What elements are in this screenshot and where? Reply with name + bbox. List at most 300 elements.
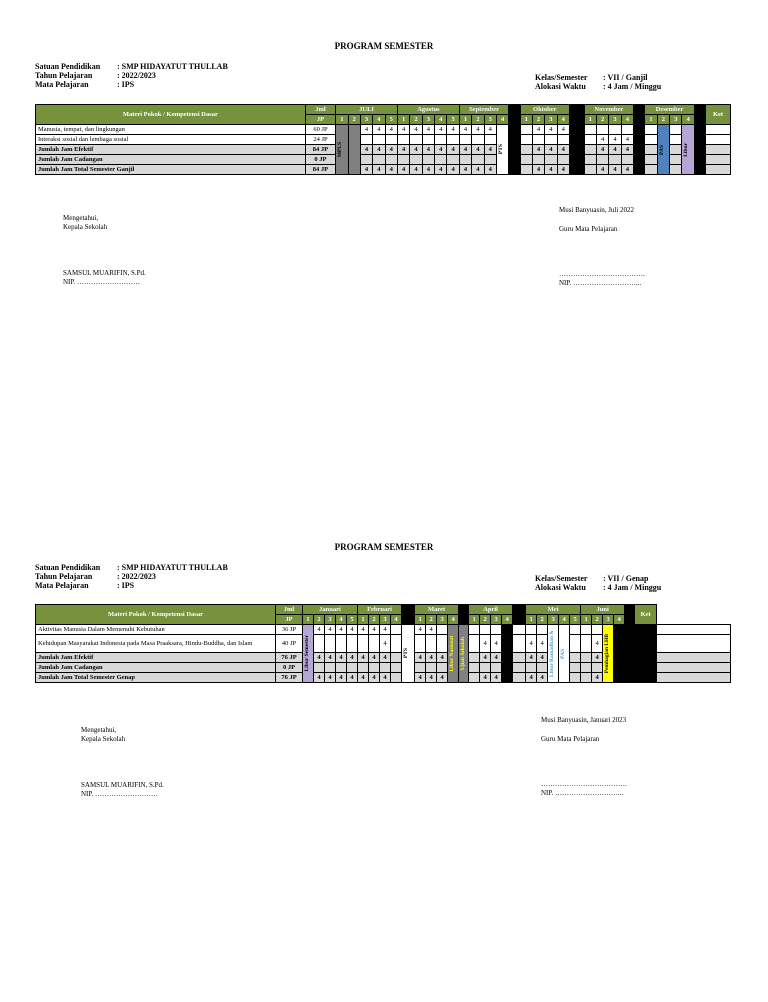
week-number: 4 bbox=[448, 615, 459, 625]
week-cell: 4 bbox=[596, 135, 608, 145]
class-info bbox=[535, 574, 661, 592]
week-cell bbox=[645, 135, 657, 145]
week-cell bbox=[635, 635, 657, 653]
week-cell bbox=[584, 155, 596, 165]
week-cell: 4 bbox=[369, 673, 380, 683]
info-label: Mata Pelajaran bbox=[35, 581, 89, 590]
ket-cell bbox=[706, 145, 731, 155]
week-number: 3 bbox=[360, 115, 372, 125]
week-cell bbox=[570, 653, 581, 663]
week-cell: 4 bbox=[373, 165, 385, 175]
week-number: 1 bbox=[526, 615, 537, 625]
blank-column bbox=[513, 615, 526, 625]
info-value: : VII / Genap bbox=[603, 574, 649, 583]
week-cell bbox=[385, 135, 397, 145]
info-value: : IPS bbox=[117, 80, 135, 89]
week-cell: 4 bbox=[347, 673, 358, 683]
week-cell bbox=[625, 673, 635, 683]
week-cell: 4 bbox=[410, 125, 422, 135]
week-cell bbox=[592, 663, 603, 673]
week-cell bbox=[472, 135, 484, 145]
week-cell bbox=[469, 653, 480, 663]
week-cell bbox=[437, 663, 448, 673]
week-cell bbox=[410, 135, 422, 145]
week-cell: 4 bbox=[484, 125, 496, 135]
info-label: Tahun Pelajaran bbox=[35, 71, 93, 80]
week-cell bbox=[694, 155, 705, 165]
row-jp: 76 JP bbox=[276, 653, 303, 663]
week-cell bbox=[513, 635, 526, 653]
week-cell bbox=[397, 155, 409, 165]
week-cell bbox=[625, 663, 635, 673]
week-cell: 4 bbox=[537, 635, 548, 653]
week-cell bbox=[526, 663, 537, 673]
week-cell: 4 bbox=[596, 145, 608, 155]
month-header: April bbox=[469, 605, 513, 615]
week-cell bbox=[422, 135, 434, 145]
week-cell bbox=[360, 155, 372, 165]
week-cell bbox=[520, 165, 532, 175]
week-cell bbox=[459, 155, 471, 165]
libur-nasional-column-label: Libur Nasional bbox=[449, 635, 456, 672]
week-cell: 4 bbox=[484, 145, 496, 155]
info-label: Kelas/Semester bbox=[535, 574, 588, 583]
ket-cell bbox=[706, 165, 731, 175]
week-cell: 4 bbox=[435, 125, 447, 135]
week-cell bbox=[537, 663, 548, 673]
week-cell: 4 bbox=[459, 165, 471, 175]
week-cell: 4 bbox=[380, 625, 391, 635]
principal-name: SAMSUL MUARIFIN, S.Pd. bbox=[81, 781, 164, 789]
week-cell bbox=[581, 625, 592, 635]
week-cell bbox=[347, 635, 358, 653]
week-number: 2 bbox=[532, 115, 544, 125]
pas-column bbox=[559, 625, 570, 683]
week-cell: 4 bbox=[347, 625, 358, 635]
week-cell: 4 bbox=[385, 165, 397, 175]
week-cell bbox=[480, 663, 491, 673]
sign-place-date: Musi Banyuasin, Januari 2023 bbox=[541, 716, 627, 724]
week-cell bbox=[325, 663, 336, 673]
week-cell: 4 bbox=[480, 653, 491, 663]
week-number: 1 bbox=[469, 615, 480, 625]
week-cell bbox=[373, 135, 385, 145]
week-cell bbox=[635, 625, 657, 635]
week-cell bbox=[670, 125, 682, 135]
week-cell bbox=[614, 625, 625, 635]
week-number: 2 bbox=[314, 615, 325, 625]
week-cell bbox=[373, 155, 385, 165]
month-header: Mei bbox=[526, 605, 581, 615]
week-cell bbox=[584, 165, 596, 175]
week-cell bbox=[314, 635, 325, 653]
week-cell bbox=[532, 135, 544, 145]
week-cell bbox=[369, 635, 380, 653]
week-cell: 4 bbox=[415, 673, 426, 683]
month-header: Agustus bbox=[397, 105, 459, 115]
week-cell: 4 bbox=[426, 625, 437, 635]
principal-nip: NIP. ……………………… bbox=[63, 278, 141, 286]
blank-column bbox=[402, 615, 415, 625]
week-cell: 4 bbox=[491, 635, 502, 653]
week-cell: 4 bbox=[557, 165, 569, 175]
week-cell: 4 bbox=[614, 673, 625, 683]
week-cell bbox=[634, 155, 645, 165]
blank-column bbox=[459, 605, 469, 615]
row-jp: 36 JP bbox=[276, 625, 303, 635]
week-cell bbox=[625, 625, 635, 635]
month-header: Maret bbox=[415, 605, 459, 615]
info-label: Satuan Pendidikan bbox=[35, 563, 101, 572]
semester-plan-table bbox=[35, 104, 731, 175]
libur-semester-column-label: Libur Semester bbox=[304, 635, 310, 672]
week-cell: 4 bbox=[570, 145, 585, 155]
teacher-nip: NIP. ………………………... bbox=[559, 279, 642, 287]
week-cell bbox=[391, 625, 402, 635]
week-cell bbox=[694, 135, 705, 145]
week-cell: 4 bbox=[410, 145, 422, 155]
sign-role: Guru Mata Pelajaran bbox=[559, 225, 618, 233]
info-value: : 4 Jam / Minggu bbox=[603, 583, 662, 592]
signature-left bbox=[81, 726, 164, 799]
column-header-materi: Materi Pokok / Kompetensi Dasar bbox=[36, 605, 276, 625]
info-label: Mata Pelajaran bbox=[35, 80, 89, 89]
week-cell: 4 bbox=[557, 145, 569, 155]
week-number: 4 bbox=[614, 615, 625, 625]
week-number: 1 bbox=[358, 615, 369, 625]
week-cell: 4 bbox=[614, 635, 625, 653]
info-label: Alokasi Waktu bbox=[535, 583, 586, 592]
week-cell bbox=[491, 663, 502, 673]
week-cell: 4 bbox=[472, 145, 484, 155]
week-cell: 4 bbox=[369, 653, 380, 663]
signature-right bbox=[559, 206, 645, 288]
week-cell: 4 bbox=[380, 653, 391, 663]
week-number: 3 bbox=[422, 115, 434, 125]
week-cell: 4 bbox=[437, 653, 448, 663]
info-label: Satuan Pendidikan bbox=[35, 62, 101, 71]
week-cell bbox=[415, 635, 426, 653]
week-cell bbox=[545, 155, 557, 165]
week-cell bbox=[509, 165, 520, 175]
week-cell: 4 bbox=[621, 145, 633, 155]
week-cell: 4 bbox=[380, 635, 391, 653]
week-cell: 4 bbox=[373, 145, 385, 155]
sign-role: Kepala Sekolah bbox=[63, 223, 108, 231]
column-header-jp: JP bbox=[276, 615, 303, 625]
week-cell: 4 bbox=[397, 145, 409, 155]
row-label: Interaksi sosial dan lembaga sosial bbox=[36, 135, 306, 145]
week-cell bbox=[509, 155, 520, 165]
week-number: 3 bbox=[380, 615, 391, 625]
week-cell: 4 bbox=[336, 653, 347, 663]
week-cell: 4 bbox=[472, 125, 484, 135]
month-header: Desember bbox=[645, 105, 694, 115]
week-number: 5 bbox=[347, 615, 358, 625]
mpls-column bbox=[336, 125, 348, 175]
pts-column bbox=[402, 625, 415, 683]
week-cell bbox=[509, 125, 520, 135]
week-cell: 4 bbox=[397, 125, 409, 135]
week-cell bbox=[570, 625, 581, 635]
week-number: 4 bbox=[502, 615, 513, 625]
week-cell bbox=[621, 125, 633, 135]
week-cell bbox=[426, 663, 437, 673]
table-row bbox=[36, 165, 731, 175]
principal-nip: NIP. ……………………… bbox=[81, 790, 159, 798]
week-cell bbox=[397, 135, 409, 145]
week-cell bbox=[584, 145, 596, 155]
week-number: 2 bbox=[426, 615, 437, 625]
info-label: Alokasi Waktu bbox=[535, 82, 586, 91]
week-cell bbox=[592, 625, 603, 635]
week-cell bbox=[472, 155, 484, 165]
column-header-ket: Ket bbox=[635, 605, 657, 625]
table-row bbox=[36, 625, 731, 635]
ket-cell bbox=[706, 135, 731, 145]
sign-place-date: Musi Banyuasin, Juli 2022 bbox=[559, 206, 635, 214]
month-header: JULI bbox=[336, 105, 398, 115]
week-cell bbox=[469, 663, 480, 673]
week-cell: 4 bbox=[336, 673, 347, 683]
week-number: 1 bbox=[415, 615, 426, 625]
week-cell bbox=[570, 635, 581, 653]
week-cell: 4 bbox=[609, 135, 621, 145]
info-value: : SMP HIDAYATUT THULLAB bbox=[117, 62, 228, 71]
info-label: Kelas/Semester bbox=[535, 73, 588, 82]
info-value: : 2022/2023 bbox=[117, 71, 156, 80]
week-cell: 4 bbox=[596, 165, 608, 175]
table-row bbox=[36, 155, 731, 165]
week-cell: 4 bbox=[373, 125, 385, 135]
week-cell bbox=[532, 155, 544, 165]
week-cell bbox=[635, 663, 657, 673]
week-cell bbox=[520, 145, 532, 155]
week-number: 2 bbox=[369, 615, 380, 625]
week-cell: 4 bbox=[415, 625, 426, 635]
week-cell bbox=[570, 663, 581, 673]
ujian-sekolah-column-label: Ujian Sekolah bbox=[460, 636, 467, 671]
week-number: 5 bbox=[447, 115, 459, 125]
week-number: 1 bbox=[520, 115, 532, 125]
week-number: 1 bbox=[303, 615, 314, 625]
week-cell: 4 bbox=[358, 653, 369, 663]
week-number: 5 bbox=[570, 615, 581, 625]
week-cell: 4 bbox=[385, 125, 397, 135]
week-cell: 4 bbox=[545, 165, 557, 175]
week-cell bbox=[694, 125, 705, 135]
column-header-jml: Jml bbox=[276, 605, 303, 615]
blank-column bbox=[513, 605, 526, 615]
week-number: 4 bbox=[336, 615, 347, 625]
table-row bbox=[36, 145, 731, 155]
week-cell: 4 bbox=[609, 165, 621, 175]
row-label: Jumlah Jam Efektif bbox=[36, 653, 276, 663]
week-cell bbox=[325, 635, 336, 653]
semester-ganjil-section bbox=[0, 0, 768, 300]
week-cell bbox=[584, 125, 596, 135]
week-number: 5 bbox=[385, 115, 397, 125]
week-cell: 4 bbox=[472, 165, 484, 175]
week-cell bbox=[581, 653, 592, 663]
week-number: 2 bbox=[592, 615, 603, 625]
week-number: 4 bbox=[682, 115, 694, 125]
sign-role: Kepala Sekolah bbox=[81, 735, 126, 743]
week-cell bbox=[358, 663, 369, 673]
row-jp: 0 JP bbox=[276, 663, 303, 673]
week-cell bbox=[469, 625, 480, 635]
week-cell: 4 bbox=[634, 165, 645, 175]
week-cell: 4 bbox=[621, 165, 633, 175]
row-jp: 24 JP bbox=[305, 135, 335, 145]
week-number: 4 bbox=[559, 615, 570, 625]
ket-cell bbox=[706, 155, 731, 165]
pas-column-label: PAS bbox=[658, 144, 665, 155]
week-cell: 4 bbox=[397, 165, 409, 175]
blank-column bbox=[570, 115, 585, 125]
week-cell bbox=[537, 625, 548, 635]
week-number: 4 bbox=[621, 115, 633, 125]
week-cell bbox=[447, 135, 459, 145]
week-cell: 4 bbox=[435, 145, 447, 155]
week-cell bbox=[570, 135, 585, 145]
libur-ramadhan-column bbox=[548, 625, 559, 683]
info-label: Tahun Pelajaran bbox=[35, 572, 93, 581]
week-cell bbox=[426, 635, 437, 653]
week-cell: 4 bbox=[358, 673, 369, 683]
ket-cell bbox=[657, 673, 731, 683]
week-number: 4 bbox=[373, 115, 385, 125]
ujian-sekolah-column bbox=[459, 625, 469, 683]
week-cell bbox=[347, 663, 358, 673]
principal-name: SAMSUL MUARIFIN, S.Pd. bbox=[63, 269, 146, 277]
pembagian-lhb-column bbox=[603, 625, 614, 683]
week-cell: 4 bbox=[358, 625, 369, 635]
week-number: 3 bbox=[545, 115, 557, 125]
libur-semester-column bbox=[303, 625, 314, 683]
week-cell: 4 bbox=[532, 125, 544, 135]
week-cell: 4 bbox=[545, 125, 557, 135]
week-cell: 4 bbox=[369, 625, 380, 635]
week-cell: 4 bbox=[526, 673, 537, 683]
week-cell bbox=[596, 155, 608, 165]
week-cell: 4 bbox=[459, 145, 471, 155]
week-cell: 4 bbox=[347, 653, 358, 663]
week-number: 2 bbox=[472, 115, 484, 125]
week-cell bbox=[360, 135, 372, 145]
week-cell bbox=[625, 653, 635, 663]
week-cell bbox=[484, 155, 496, 165]
blank-column bbox=[509, 115, 520, 125]
sign-role: Guru Mata Pelajaran bbox=[541, 735, 600, 743]
week-cell bbox=[336, 635, 347, 653]
week-cell: 4 bbox=[336, 625, 347, 635]
blank-column bbox=[402, 605, 415, 615]
week-number: 4 bbox=[435, 115, 447, 125]
teacher-name: ………………………………. bbox=[559, 270, 645, 278]
week-cell bbox=[385, 155, 397, 165]
info-value: : SMP HIDAYATUT THULLAB bbox=[117, 563, 228, 572]
week-cell bbox=[694, 145, 705, 155]
week-cell bbox=[526, 625, 537, 635]
week-cell bbox=[570, 673, 581, 683]
sign-label: Mengetahui, bbox=[81, 726, 117, 734]
row-label: Jumlah Jam Total Semester Ganjil bbox=[36, 165, 306, 175]
week-cell: 4 bbox=[385, 145, 397, 155]
week-cell: 4 bbox=[480, 635, 491, 653]
week-cell: 4 bbox=[614, 653, 625, 663]
row-jp: 84 JP bbox=[305, 165, 335, 175]
week-cell bbox=[645, 125, 657, 135]
week-cell bbox=[557, 155, 569, 165]
ket-cell bbox=[657, 653, 731, 663]
week-cell bbox=[635, 653, 657, 663]
week-cell: 4 bbox=[570, 125, 585, 135]
week-number: 3 bbox=[491, 615, 502, 625]
week-cell bbox=[520, 125, 532, 135]
info-value: : VII / Ganjil bbox=[603, 73, 648, 82]
week-cell bbox=[410, 155, 422, 165]
week-cell bbox=[358, 635, 369, 653]
blank-column bbox=[634, 105, 645, 115]
week-cell bbox=[502, 663, 513, 673]
week-number: 1 bbox=[645, 115, 657, 125]
class-info bbox=[535, 73, 661, 91]
row-label: Jumlah Jam Cadangan bbox=[36, 155, 306, 165]
week-number: 1 bbox=[397, 115, 409, 125]
school-info bbox=[35, 563, 228, 590]
week-cell: 4 bbox=[422, 125, 434, 135]
pts-column-label: PTS bbox=[403, 648, 410, 659]
week-number: 3 bbox=[670, 115, 682, 125]
week-cell bbox=[520, 135, 532, 145]
week-cell: 4 bbox=[592, 673, 603, 683]
week-cell bbox=[545, 135, 557, 145]
table-row bbox=[36, 653, 731, 663]
pas-column bbox=[657, 125, 669, 175]
row-label: Kehidupan Masyarakat Indonesia pada Masa Praaksara, Hindu-Buddha, dan Islam bbox=[36, 635, 276, 653]
blank-column bbox=[694, 105, 705, 115]
page-title: PROGRAM SEMESTER bbox=[334, 41, 434, 51]
week-cell bbox=[520, 155, 532, 165]
week-number: 4 bbox=[496, 115, 508, 125]
week-cell: 4 bbox=[502, 635, 513, 653]
week-cell bbox=[380, 663, 391, 673]
week-cell bbox=[314, 663, 325, 673]
week-number: 1 bbox=[459, 115, 471, 125]
column-header-materi: Materi Pokok / Kompetensi Dasar bbox=[36, 105, 306, 125]
week-cell: 4 bbox=[447, 125, 459, 135]
week-cell bbox=[437, 635, 448, 653]
column-header-ket: Ket bbox=[706, 105, 731, 125]
semester-plan-table bbox=[35, 604, 731, 683]
week-cell: 4 bbox=[422, 165, 434, 175]
info-value: : 2022/2023 bbox=[117, 572, 156, 581]
week-cell: 4 bbox=[422, 145, 434, 155]
week-number: 2 bbox=[348, 115, 360, 125]
week-cell: 4 bbox=[435, 165, 447, 175]
week-cell: 4 bbox=[360, 145, 372, 155]
week-cell: 4 bbox=[491, 653, 502, 663]
week-cell: 4 bbox=[570, 165, 585, 175]
mpls-column-label: MPLS bbox=[337, 141, 344, 158]
blank-column bbox=[625, 605, 635, 615]
week-cell: 4 bbox=[634, 135, 645, 145]
pas-column-label: PAS bbox=[560, 648, 567, 659]
week-cell bbox=[625, 635, 635, 653]
week-number: 2 bbox=[657, 115, 669, 125]
week-cell: 4 bbox=[447, 165, 459, 175]
